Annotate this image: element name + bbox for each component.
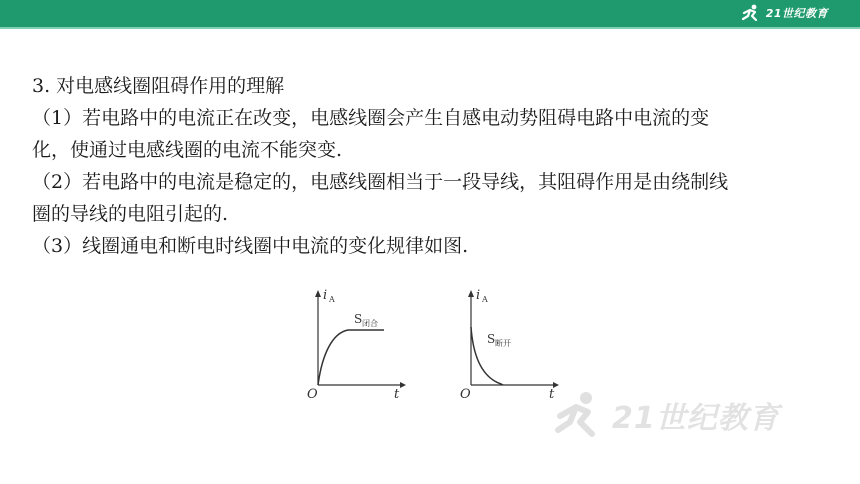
curve-subscript: 闭合 <box>362 319 378 328</box>
origin-label: O <box>460 387 471 402</box>
watermark-runner-icon <box>552 390 606 440</box>
y-axis-subscript: A <box>482 295 488 304</box>
y-axis-arrow <box>315 290 321 297</box>
rise-curve <box>318 330 384 385</box>
header-bar <box>0 0 860 27</box>
brand-name: 21世纪教育 <box>765 7 828 20</box>
graph-opening <box>453 285 568 400</box>
paragraph-line: （1）若电路中的电流正在改变，电感线圈会产生自感电动势阻碍电路中电流的变 <box>32 107 710 129</box>
section-heading: 3. 对电感线圈阻碍作用的理解 <box>32 75 285 97</box>
watermark-logo <box>552 385 842 445</box>
brand-logo <box>740 3 828 23</box>
y-axis-label: i <box>323 288 328 303</box>
y-axis-subscript: A <box>329 295 335 304</box>
curve-label: S <box>354 312 363 326</box>
x-axis-label: t <box>549 387 555 402</box>
y-axis-arrow <box>468 290 474 297</box>
header-divider <box>0 27 860 29</box>
origin-label: O <box>307 387 318 402</box>
graph-closing <box>300 285 410 400</box>
paragraph-line: （3）线圈通电和断电时线圈中电流的变化规律如图. <box>32 235 469 257</box>
y-axis-label: i <box>476 288 481 303</box>
curve-subscript: 断开 <box>495 339 511 348</box>
paragraph-line: 圈的导线的电阻引起的. <box>32 203 229 225</box>
paragraph-line: 化，使通过电感线圈的电流不能突变. <box>32 139 343 161</box>
runner-icon <box>740 4 762 22</box>
curve-label: S <box>487 332 496 346</box>
main-content <box>32 70 832 262</box>
x-axis-arrow <box>400 382 406 388</box>
x-axis-label: t <box>394 387 400 402</box>
watermark-text: 21世纪教育 <box>612 401 780 436</box>
paragraph-line: （2）若电路中的电流是稳定的，电感线圈相当于一段导线，其阻碍作用是由绕制线 <box>32 171 729 193</box>
